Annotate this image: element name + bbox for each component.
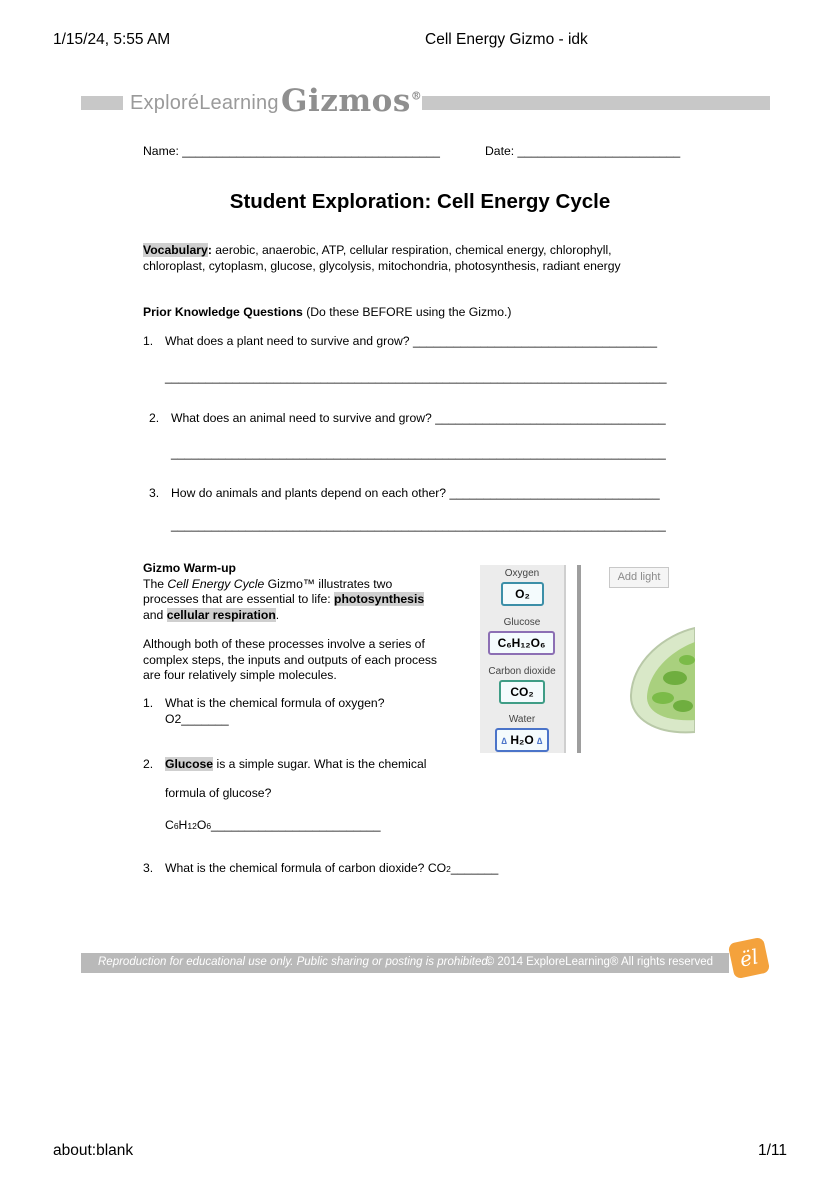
warmup-heading: Gizmo Warm-up <box>143 561 236 575</box>
gizmos-logo-mark: ® <box>410 89 423 103</box>
date-field[interactable] <box>485 144 680 160</box>
footer-band <box>81 953 729 973</box>
prior-q1-text[interactable]: What does a plant need to survive and grow? ____________________________________ <box>165 334 657 348</box>
vocabulary-colon: : <box>207 243 212 257</box>
warmup-p1-line2: processes that are essential to life: <box>143 592 335 606</box>
water-molecule[interactable] <box>495 728 549 752</box>
prior-note: (Do these BEFORE using the Gizmo.) <box>302 305 512 319</box>
glucose-label: Glucose <box>503 617 541 628</box>
warmup-p1-line3: and <box>143 607 167 622</box>
prior-q1-answer-line[interactable]: __________________________________________________________________________ <box>165 370 667 384</box>
prior-q3-answer-line[interactable]: _________________________________________________________________________ <box>171 518 666 532</box>
q2-ans-h: H <box>178 818 188 832</box>
footer-copyright: © 2014 ExploreLearning® All rights reserved <box>485 956 713 968</box>
footer-reproduction-note: Reproduction for educational use only. Public sharing or posting is prohibited. <box>98 956 491 968</box>
oxygen-label: Oxygen <box>504 568 540 579</box>
q2-ans-sub2: 12 <box>187 821 197 831</box>
glucose-term: Glucose <box>165 757 214 771</box>
q3-text: What is the chemical formula of carbon dioxide? CO <box>165 861 447 875</box>
print-timestamp: 1/15/24, 5:55 AM <box>53 31 171 48</box>
vocabulary-label: Vocabulary <box>143 243 208 257</box>
gizmos-logo <box>281 83 422 119</box>
header-band-right <box>422 96 770 110</box>
glucose-molecule[interactable]: C₆H₁₂O₆ <box>488 631 555 655</box>
warmup-q1-text: What is the chemical formula of oxygen? <box>165 696 385 710</box>
water-drop-left-icon: ∆ <box>501 736 507 746</box>
header-band-left <box>81 96 123 110</box>
date-line: ________________________ <box>517 144 681 158</box>
warmup-q2-line2: formula of glucose? <box>165 786 272 800</box>
prior-q2-text[interactable]: What does an animal need to survive and grow? __________________________________ <box>171 411 666 425</box>
warmup-q1-number: 1. <box>143 696 154 710</box>
add-light-button[interactable]: Add light <box>609 567 669 588</box>
panel-divider <box>577 565 581 753</box>
warmup-p2-line2: complex steps, the inputs and outputs of each process <box>143 652 438 667</box>
photosynthesis-term: photosynthesis <box>334 592 425 606</box>
warmup-block <box>143 561 463 684</box>
water-drop-right-icon: ∆ <box>537 736 543 746</box>
warmup-q1-answer[interactable]: O2_______ <box>165 712 229 726</box>
gizmos-logo-text: Gizmos <box>281 83 411 119</box>
water-formula: H₂O <box>510 733 534 747</box>
warmup-p1-a: The <box>143 576 168 591</box>
prior-q1-number: 1. <box>143 334 154 348</box>
date-label: Date: <box>485 144 515 158</box>
q2-ans-line: _________________________ <box>211 818 381 832</box>
explorelearning-el-logo: ël <box>728 937 771 980</box>
vocabulary-list-1: aerobic, anaerobic, ATP, cellular respiration, chemical energy, chlorophyll, <box>211 243 612 257</box>
q3-line: _______ <box>450 861 499 875</box>
water-label: Water <box>508 714 536 725</box>
warmup-q3-number: 3. <box>143 861 154 875</box>
explorelearning-logo: ExploréLearning <box>130 92 279 114</box>
vocabulary-list-2: chloroplast, cytoplasm, glucose, glycolysis, mitochondria, photosynthesis, radiant energy <box>143 258 621 273</box>
oxygen-molecule[interactable]: O₂ <box>501 582 544 606</box>
carbon-dioxide-label: Carbon dioxide <box>488 666 556 677</box>
warmup-p1-end: . <box>275 607 280 622</box>
cellular-respiration-term: cellular respiration <box>166 607 276 622</box>
warmup-q2-number: 2. <box>143 757 154 771</box>
warmup-p2-line1: Although both of these processes involve a series of <box>143 637 425 651</box>
warmup-p2-line3: are four relatively simple molecules. <box>143 668 337 682</box>
q2-ans-sub1: 6 <box>173 821 179 831</box>
name-line: ______________________________________ <box>182 144 440 158</box>
q2-ans-sub3: 6 <box>206 821 212 831</box>
carbon-dioxide-molecule[interactable]: CO₂ <box>499 680 545 704</box>
name-label: Name: <box>143 144 179 158</box>
vocabulary-block <box>143 243 703 274</box>
print-page-number: 1/11 <box>758 1142 788 1159</box>
q2-ans-c: C <box>165 818 174 832</box>
warmup-q2-answer[interactable] <box>165 818 381 835</box>
name-field[interactable] <box>143 144 440 160</box>
warmup-q2-text <box>165 757 426 773</box>
print-doc-title: Cell Energy Gizmo - idk <box>425 31 588 48</box>
print-url: about:blank <box>53 1142 134 1159</box>
warmup-q3-text[interactable] <box>165 861 498 878</box>
warmup-p1-b: Gizmo™ illustrates two <box>264 576 393 591</box>
prior-q2-number: 2. <box>149 411 160 425</box>
prior-knowledge-heading <box>143 305 511 321</box>
q2-ans-o: O <box>196 818 207 832</box>
prior-q2-answer-line[interactable]: _________________________________________________________________________ <box>171 446 666 460</box>
prior-q3-number: 3. <box>149 486 160 500</box>
warmup-p1-em: Cell Energy Cycle <box>167 576 265 591</box>
prior-q3-text[interactable]: How do animals and plants depend on each other? _______________________________ <box>171 486 660 500</box>
warmup-q2-text-rest: is a simple sugar. What is the chemical <box>213 757 427 771</box>
q3-sub: 2 <box>446 864 451 874</box>
molecule-panel <box>480 565 566 753</box>
chloroplast-image <box>625 620 695 740</box>
page-title: Student Exploration: Cell Energy Cycle <box>229 190 611 213</box>
prior-heading-text: Prior Knowledge Questions <box>143 305 303 319</box>
